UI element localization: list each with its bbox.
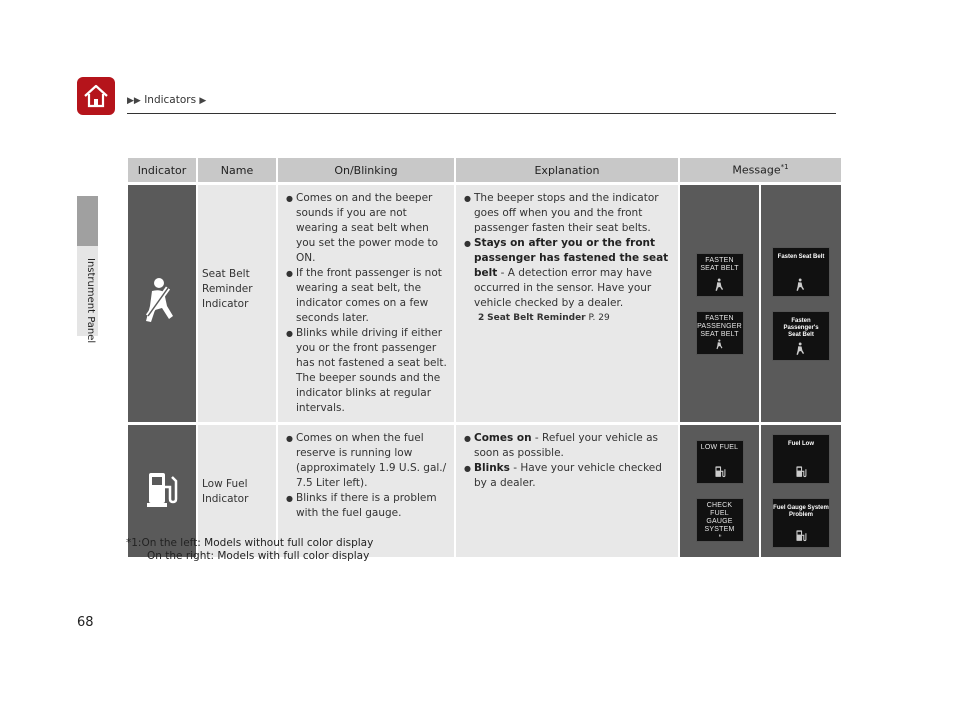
seat-belt-icon: [714, 278, 726, 292]
explanation-text: - Have your vehicle checked by a dealer.: [474, 462, 662, 489]
ref-label: Seat Belt Reminder: [487, 313, 586, 323]
indicator-name-line: Low Fuel: [202, 478, 248, 490]
indicator-name-line: Reminder: [202, 283, 253, 295]
message-cell-full-color: [761, 185, 841, 422]
display-text: FUEL GAUGE: [706, 510, 733, 525]
display-text: LOW FUEL: [700, 444, 739, 451]
indicator-name-line: Indicator: [202, 493, 249, 505]
header-divider: [127, 113, 836, 114]
indicator-name-cell: [198, 185, 276, 422]
explanation-bold-text: Stays on after you or the front passenger has fastened the seat belt: [474, 237, 669, 279]
explanation-bold-text: Comes on: [474, 432, 532, 444]
ref-page: P. 29: [585, 313, 610, 323]
display-text: PASSENGER: [697, 322, 742, 330]
col-header-on-blinking: On/Blinking: [278, 158, 454, 182]
home-button[interactable]: [77, 77, 115, 115]
message-cell-classic: [680, 185, 759, 422]
display-text: SEAT BELT: [700, 264, 739, 272]
display-message: [772, 498, 830, 548]
breadcrumb-link-indicators[interactable]: Indicators: [144, 94, 197, 106]
indicator-name-line: Seat Belt: [202, 268, 250, 280]
display-message: [772, 311, 830, 361]
col-header-name: Name: [198, 158, 276, 182]
list-item: ● Comes on and the beeper sounds if you are not wearing a seat belt when you set the power mode to ON.: [286, 191, 448, 266]
display-message: [772, 247, 830, 297]
fuel-pump-icon: [714, 534, 726, 537]
display-text: Fuel Gauge System: [773, 505, 829, 511]
footnote-ref: *1: [780, 163, 789, 172]
footnote-line: *1:On the left: Models without full color display: [126, 537, 374, 549]
list-item: ● Comes on when the fuel reserve is running low (approximately 1.9 U.S. gal./ 7.5 Liter left).: [286, 431, 448, 491]
display-text: Seat Belt: [788, 331, 814, 338]
fuel-pump-icon: [795, 529, 807, 543]
cross-reference-link[interactable]: [464, 311, 672, 326]
section-label: [82, 258, 96, 344]
indicator-table: [126, 158, 843, 557]
list-item: ● If the front passenger is not wearing a seat belt, the indicator comes on a few seconds later.: [286, 266, 448, 326]
section-tab[interactable]: [77, 196, 98, 246]
display-text: Fuel Low: [788, 441, 814, 447]
col-header-indicator: Indicator: [128, 158, 196, 182]
seat-belt-icon: [795, 278, 807, 292]
display-text: Fasten Seat Belt: [777, 253, 825, 260]
col-header-explanation: Explanation: [456, 158, 678, 182]
explanation-cell: [456, 425, 678, 557]
table-row-seat-belt: [128, 185, 841, 422]
page-number: 68: [77, 615, 94, 630]
display-text: Problem: [788, 512, 813, 518]
display-text: FASTEN: [705, 256, 734, 264]
breadcrumb: [127, 94, 206, 106]
indicator-cell: [128, 185, 196, 422]
col-header-message-text: Message: [732, 163, 781, 177]
explanation-cell: [456, 185, 678, 422]
list-item: ● The beeper stops and the indicator goes off when you and the front passenger fasten their seat belts.: [464, 191, 672, 236]
display-message: [696, 498, 744, 542]
display-text: SEAT BELT: [700, 330, 739, 338]
section-label-text: Instrument Panel: [85, 258, 96, 344]
display-text: CHECK: [706, 502, 733, 509]
display-message: [696, 440, 744, 484]
footnote: [126, 537, 373, 563]
indicator-name-line: Indicator: [202, 298, 249, 310]
list-item: ● Blinks if there is a problem with the fuel gauge.: [286, 491, 448, 521]
breadcrumb-end-arrow: ▶: [199, 96, 207, 106]
list-item: [464, 236, 672, 311]
explanation-text: - Refuel your vehicle as soon as possible.: [474, 432, 658, 459]
list-item: ● Blinks while driving if either you or the front passenger has not fastened a seat belt. The beeper sounds and the indicator blinks at regular intervals.: [286, 326, 448, 416]
fuel-pump-icon: [145, 469, 179, 509]
display-message: [772, 434, 830, 484]
breadcrumb-separator: ▶▶: [127, 96, 141, 106]
display-text: FASTEN: [705, 314, 734, 322]
ref-arrow-icon: 2: [478, 313, 485, 323]
list-item: [464, 461, 672, 491]
table-header-row: [128, 158, 841, 182]
home-icon: [82, 83, 110, 109]
footnote-line: On the right: Models with full color display: [147, 550, 370, 562]
fuel-pump-icon: [795, 465, 807, 479]
message-cell-classic: [680, 425, 759, 557]
seat-belt-icon: [795, 342, 807, 356]
explanation-text: - A detection error may have occurred in the sensor. Have your vehicle checked by a dealer.: [474, 267, 652, 309]
on-blinking-cell: [278, 185, 454, 422]
seat-belt-icon: [142, 276, 182, 326]
col-header-message: [680, 158, 841, 182]
message-cell-full-color: [761, 425, 841, 557]
list-item: [464, 431, 672, 461]
explanation-bold-text: Blinks: [474, 462, 510, 474]
display-text: Fasten Passenger's: [783, 317, 819, 331]
display-text: SYSTEM: [704, 526, 735, 533]
fuel-pump-icon: [714, 465, 726, 479]
display-message: [696, 311, 744, 355]
display-message: [696, 253, 744, 297]
seat-belt-icon: [714, 339, 726, 350]
